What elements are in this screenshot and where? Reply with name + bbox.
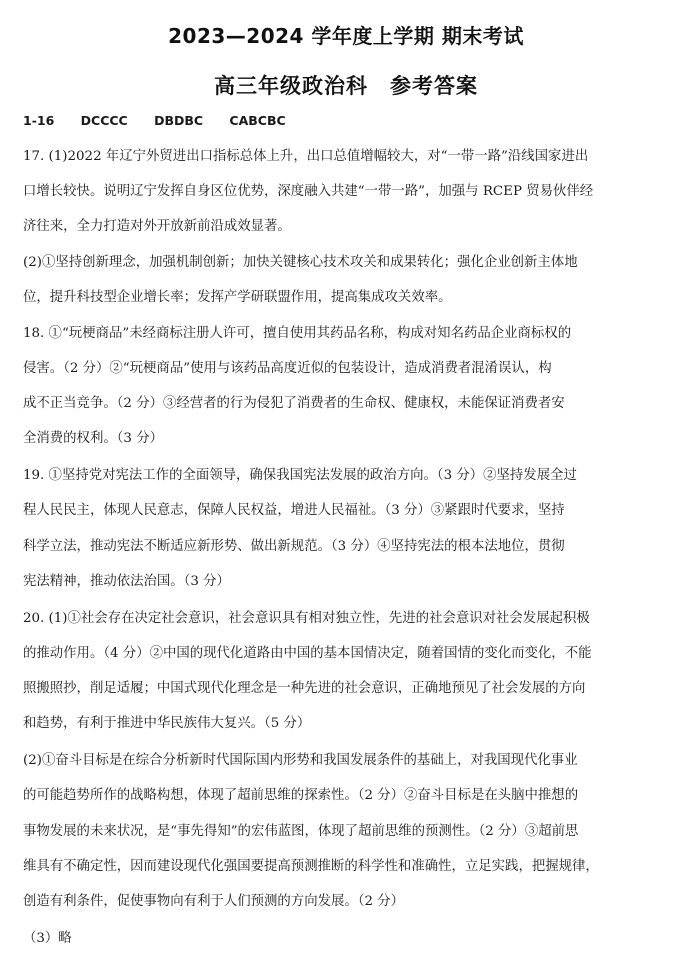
mc-group-1: DCCCC — [80, 113, 128, 128]
q20-2-line-3: 事物发展的未来状况，是“事先得知”的宏伟蓝图，体现了超前思维的预测性。（2 分）③超前思 — [23, 824, 579, 839]
q20-2-line-4: 维具有不确定性，因而建设现代化强国要提高预测推断的科学性和准确性，立足实践，把握规律， — [23, 859, 599, 874]
q20-2-line-2: 的可能趋势所作的战略构想，体现了超前思维的探索性。（2 分）②奋斗目标是在头脑中推想的 — [23, 788, 579, 803]
mc-range: 1-16 — [23, 113, 55, 128]
q19-line-1: 19. ①坚持党对宪法工作的全面领导，确保我国宪法发展的政治方向。（3 分）②坚持发展全过 — [23, 468, 577, 483]
q20-3-line: （3）略 — [23, 931, 72, 946]
q18-line-4: 全消费的权利。（3 分） — [23, 431, 163, 446]
q18-line-2: 侵害。（2 分）②“玩梗商品”使用与该药品高度近似的包装设计，造成消费者混淆误认，构 — [23, 361, 552, 376]
exam-title: 2023—2024 学年度上学期 期末考试 — [168, 24, 524, 48]
q18-line-3: 成不正当竞争。（2 分）③经营者的行为侵犯了消费者的生命权、健康权，未能保证消费者安 — [23, 396, 565, 411]
q20-1-line-2: 的推动作用。（4 分）②中国的现代化道路由中国的基本国情决定，随着国情的变化而变化，不能 — [23, 646, 592, 661]
q17-2-line-2: 位，提升科技型企业增长率；发挥产学研联盟作用，提高集成攻关效率。 — [23, 290, 452, 305]
q19-line-2: 程人民民主，体现人民意志，保障人民权益，增进人民福祉。（3 分）③紧跟时代要求，坚持 — [23, 503, 565, 518]
multiple-choice-answers — [23, 111, 673, 131]
mc-group-3: CABCBC — [229, 113, 286, 128]
q17-line-1: 17. (1)2022 年辽宁外贸进出口指标总体上升，出口总值增幅较大，对“一带一路”沿线国家进出 — [23, 149, 589, 164]
q17-line-3: 济往来，全力打造对外开放新前沿成效显著。 — [23, 219, 291, 234]
q20-1-line-3: 照搬照抄，削足适履；中国式现代化理念是一种先进的社会意识，正确地预见了社会发展的方向 — [23, 681, 586, 696]
q17-line-2: 口增长较快。说明辽宁发挥自身区位优势，深度融入共建“一带一路”，加强与 RCEP 贸易伙伴经 — [23, 184, 594, 199]
q17-2-line-1: (2)①坚持创新理念，加强机制创新；加快关键核心技术攻关和成果转化；强化企业创新主体地 — [23, 255, 578, 270]
q18-line-1: 18. ①“玩梗商品”未经商标注册人许可，擅自使用其药品名称，构成对知名药品企业商标权的 — [23, 326, 572, 341]
q19-line-3: 科学立法，推动宪法不断适应新形势、做出新规范。（3 分）④坚持宪法的根本法地位，贯彻 — [23, 539, 565, 554]
q20-1-line-1: 20. (1)①社会存在决定社会意识，社会意识具有相对独立性，先进的社会意识对社会发展起积极 — [23, 611, 590, 626]
q20-2-line-5: 创造有利条件，促使事物向有利于人们预测的方向发展。（2 分） — [23, 894, 405, 909]
q19-line-4: 宪法精神，推动依法治国。（3 分） — [23, 574, 230, 589]
q20-1-line-4: 和趋势，有利于推进中华民族伟大复兴。（5 分） — [23, 716, 311, 731]
q20-2-line-1: (2)①奋斗目标是在综合分析新时代国际国内形势和我国发展条件的基础上，对我国现代化事业 — [23, 753, 578, 768]
mc-group-2: DBDBC — [154, 113, 204, 128]
exam-subtitle: 高三年级政治科 参考答案 — [214, 74, 478, 98]
